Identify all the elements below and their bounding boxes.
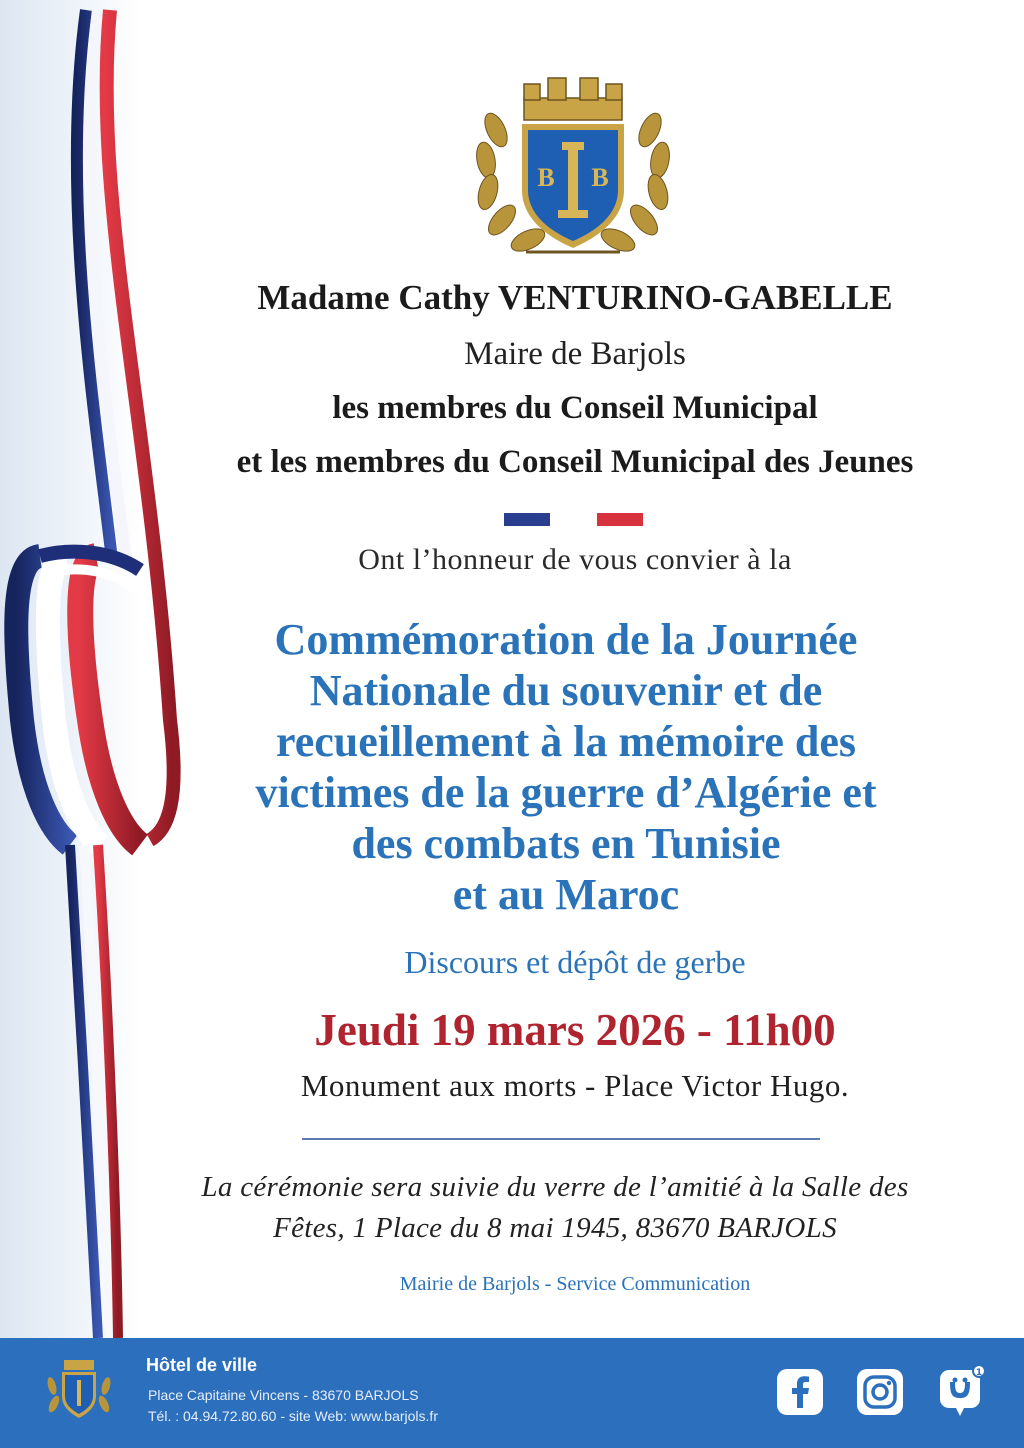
event-title-line: des combats en Tunisie bbox=[351, 819, 781, 868]
crest-letter-left: B bbox=[537, 163, 555, 192]
event-date-time: Jeudi 19 mars 2026 - 11h00 bbox=[314, 1005, 836, 1055]
facebook-icon[interactable] bbox=[776, 1368, 824, 1416]
barjols-coat-of-arms bbox=[466, 70, 680, 264]
event-title bbox=[200, 614, 932, 920]
flag-dash-blue bbox=[504, 513, 550, 526]
credit: Mairie de Barjols - Service Communication bbox=[399, 1273, 751, 1295]
footer-address: Place Capitaine Vincens - 83670 BARJOLS bbox=[148, 1387, 419, 1403]
tricolour-ribbon bbox=[0, 0, 230, 1340]
invitation-intro: Ont l’honneur de vous convier à la bbox=[358, 543, 792, 576]
reception-note bbox=[150, 1167, 960, 1249]
event-title-line: recueillement à la mémoire des bbox=[276, 717, 856, 766]
footer bbox=[0, 1338, 1024, 1448]
host-youth-council: et les membres du Conseil Municipal des Jeunes bbox=[236, 444, 914, 480]
footer-title: Hôtel de ville bbox=[146, 1355, 258, 1375]
host-role: Maire de Barjols bbox=[464, 336, 686, 372]
program: Discours et dépôt de gerbe bbox=[404, 944, 746, 980]
footer-crest-icon bbox=[42, 1356, 116, 1424]
host-council: les membres du Conseil Municipal bbox=[332, 390, 818, 426]
event-title-line: et au Maroc bbox=[452, 870, 680, 919]
event-title-line: victimes de la guerre d’Algérie et bbox=[255, 768, 877, 817]
footer-contact: Tél. : 04.94.72.80.60 - site Web: www.barjols.fr bbox=[148, 1408, 438, 1424]
reception-line: La cérémonie sera suivie du verre de l’amitié à la Salle des bbox=[201, 1171, 909, 1203]
flag-dash-red bbox=[597, 513, 643, 526]
divider bbox=[302, 1138, 820, 1140]
city-app-icon[interactable] bbox=[938, 1364, 986, 1420]
crest-letter-right: B bbox=[591, 163, 609, 192]
event-title-line: Nationale du souvenir et de bbox=[309, 666, 823, 715]
event-venue: Monument aux morts - Place Victor Hugo. bbox=[300, 1068, 850, 1103]
instagram-icon[interactable] bbox=[856, 1368, 904, 1416]
host-name: Madame Cathy VENTURINO-GABELLE bbox=[257, 278, 893, 317]
event-title-line: Commémoration de la Journée bbox=[274, 615, 858, 664]
reception-line: Fêtes, 1 Place du 8 mai 1945, 83670 BARJOLS bbox=[273, 1212, 837, 1244]
svg-text:1: 1 bbox=[975, 1368, 983, 1378]
